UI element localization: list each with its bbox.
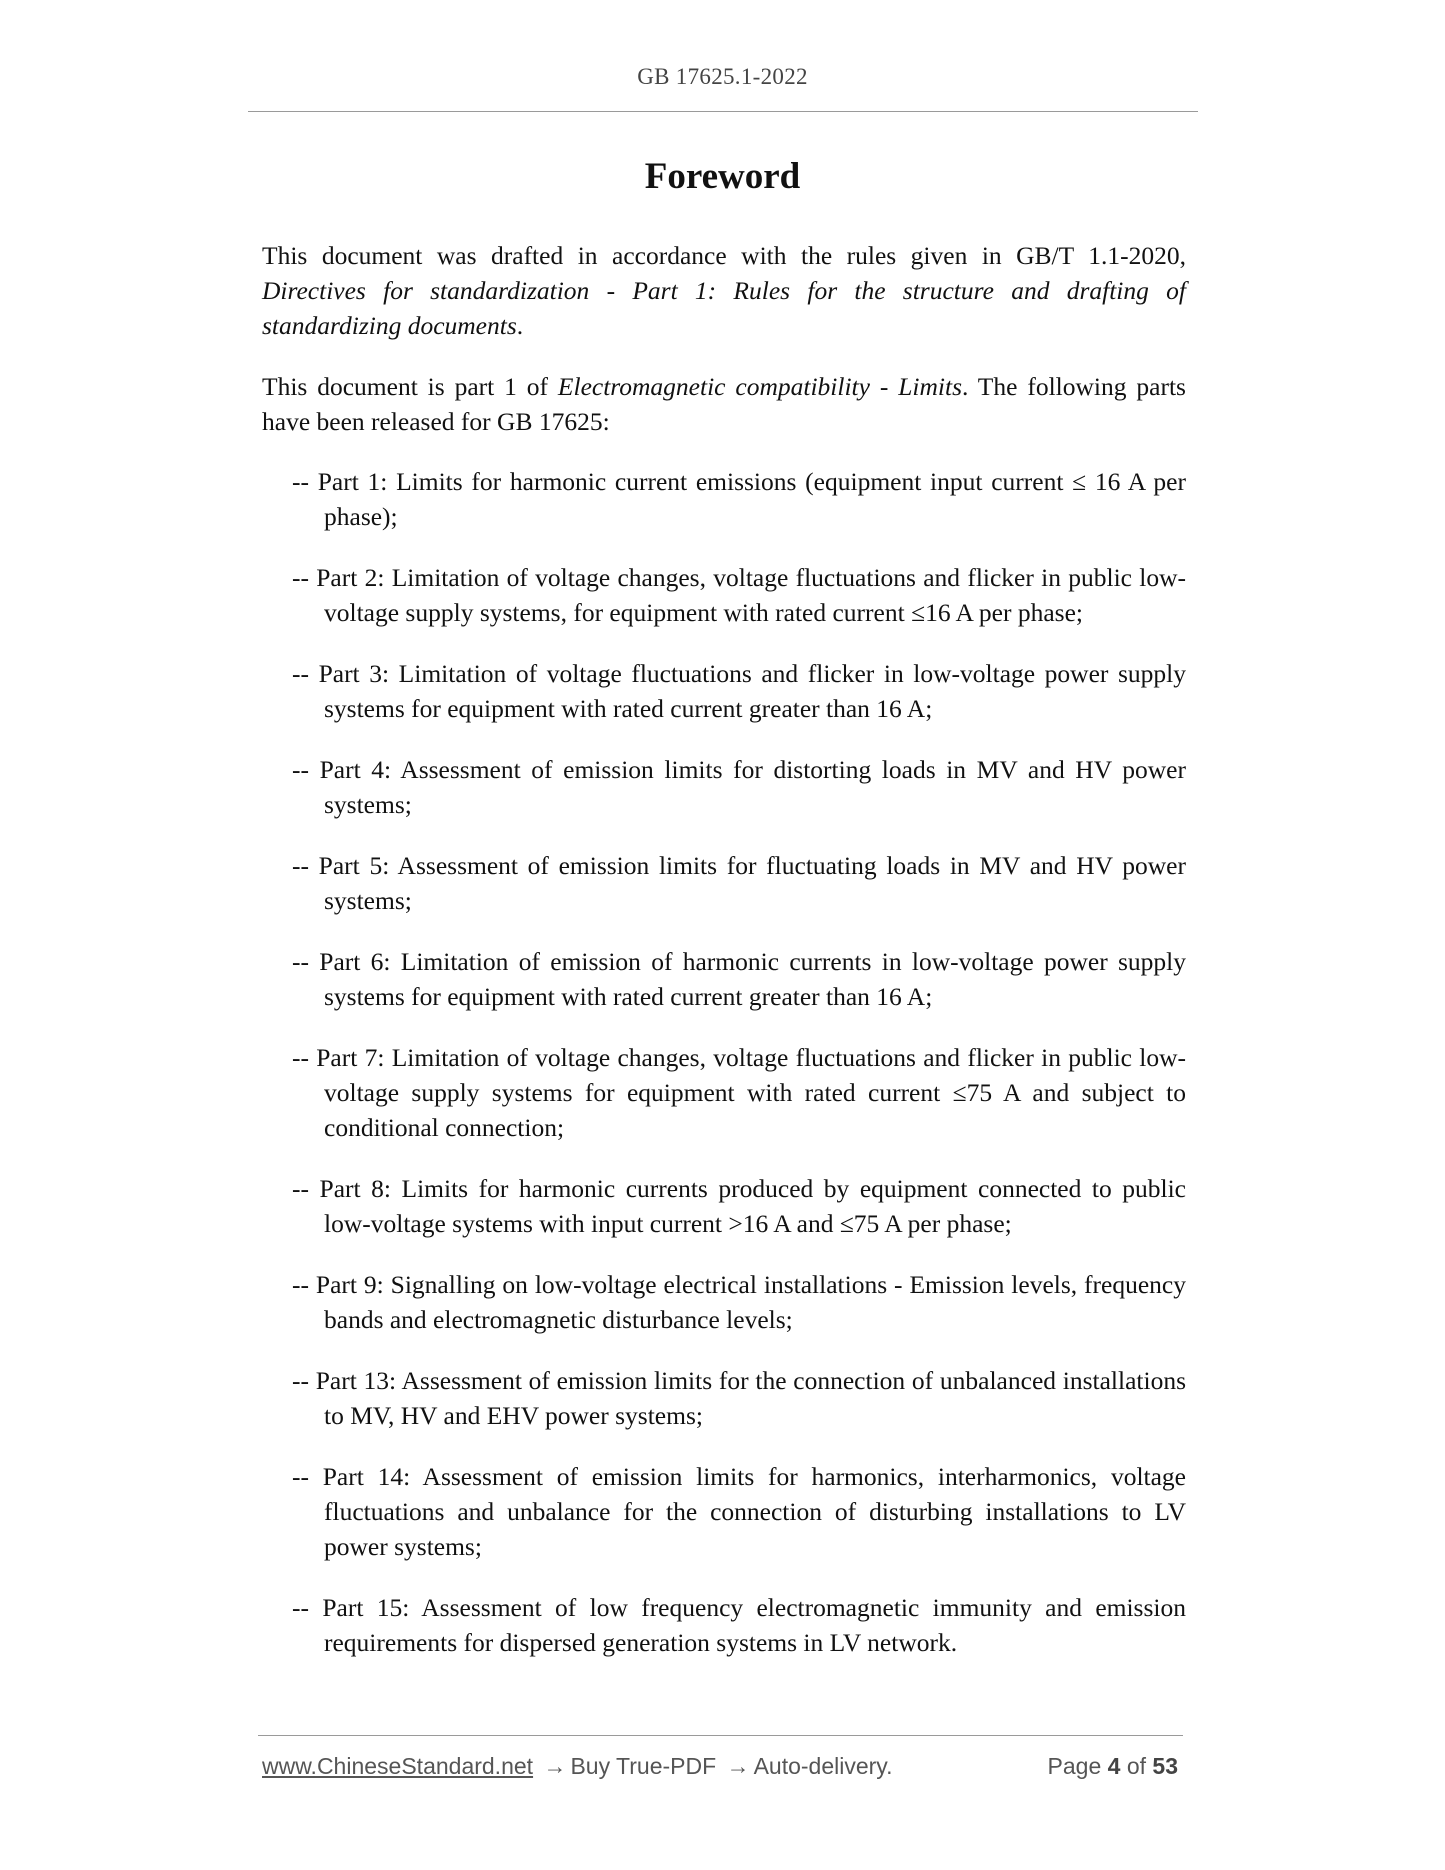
- footer-divider: [258, 1735, 1183, 1736]
- header-divider: [248, 111, 1198, 112]
- list-item-part-14: -- Part 14: Assessment of emission limits for harmonics, interharmonics, voltage fluctuations and unbalance for the connection of disturbing installations to LV power systems;: [292, 1462, 1186, 1561]
- list-item-part-13: -- Part 13: Assessment of emission limits for the connection of unbalanced installations to MV, HV and EHV power systems;: [292, 1366, 1186, 1430]
- chinesestandard-link[interactable]: www.ChineseStandard.net: [262, 1753, 534, 1779]
- list-item-part-7: -- Part 7: Limitation of voltage changes, voltage fluctuations and flicker in public low-voltage supply systems for equipment with rated current ≤75 A and subject to conditional connection;: [292, 1043, 1186, 1142]
- list-item-part-8: -- Part 8: Limits for harmonic currents produced by equipment connected to public low-voltage systems with input current >16 A and ≤75 A per phase;: [292, 1174, 1186, 1238]
- list-item-part-15: -- Part 15: Assessment of low frequency electromagnetic immunity and emission requirements for dispersed generation systems in LV network.: [292, 1593, 1186, 1657]
- list-item-part-5: -- Part 5: Assessment of emission limits for fluctuating loads in MV and HV power systems;: [292, 851, 1186, 915]
- list-item-part-2: -- Part 2: Limitation of voltage changes, voltage fluctuations and flicker in public low-voltage supply systems, for equipment with rated current ≤16 A per phase;: [292, 563, 1186, 627]
- of-label: of: [1126, 1753, 1147, 1779]
- paragraph-2-text-a: This document is part 1 of: [262, 372, 558, 401]
- footer-promo: [262, 1753, 892, 1780]
- buy-true-pdf-text: Buy True-PDF: [570, 1753, 717, 1779]
- paragraph-2-italic-title: Electromagnetic compatibility - Limits: [557, 372, 962, 401]
- page-indicator: [1048, 1753, 1178, 1780]
- auto-delivery-text: Auto-delivery.: [753, 1753, 893, 1779]
- list-item-part-4: -- Part 4: Assessment of emission limits for distorting loads in MV and HV power systems;: [292, 755, 1186, 819]
- list-item-part-9: -- Part 9: Signalling on low-voltage electrical installations - Emission levels, frequency bands and electromagnetic disturbance levels;: [292, 1270, 1186, 1334]
- list-item-part-1: -- Part 1: Limits for harmonic current emissions (equipment input current ≤ 16 A per phase);: [292, 467, 1186, 531]
- paragraph-1-text-a: This document was drafted in accordance with the rules given in GB/T 1.1-2020,: [262, 241, 1186, 270]
- foreword-paragraph-2: [262, 369, 1186, 439]
- list-item-part-6: -- Part 6: Limitation of emission of harmonic currents in low-voltage power supply systems for equipment with rated current greater than 16 A;: [292, 947, 1186, 1011]
- page-number: 4: [1107, 1753, 1121, 1779]
- page-label: Page: [1047, 1753, 1102, 1779]
- parts-list: [292, 464, 1186, 1686]
- list-item-part-3: -- Part 3: Limitation of voltage fluctuations and flicker in low-voltage power supply systems for equipment with rated current greater than 16 A;: [292, 659, 1186, 723]
- foreword-paragraph-1: [262, 238, 1186, 343]
- page-title: Foreword: [644, 156, 801, 197]
- arrow-right-icon: →: [543, 1753, 567, 1779]
- paragraph-2-text-b: . The following parts have been released for GB 17625:: [262, 372, 1186, 436]
- paragraph-1-italic-title: Directives for standardization - Part 1: Rules for the structure and drafting of standardizing documents: [262, 276, 1186, 340]
- running-header: GB 17625.1-2022: [637, 64, 808, 89]
- page-total: 53: [1152, 1753, 1178, 1779]
- arrow-right-icon: →: [726, 1753, 750, 1779]
- paragraph-1-text-b: .: [516, 311, 524, 340]
